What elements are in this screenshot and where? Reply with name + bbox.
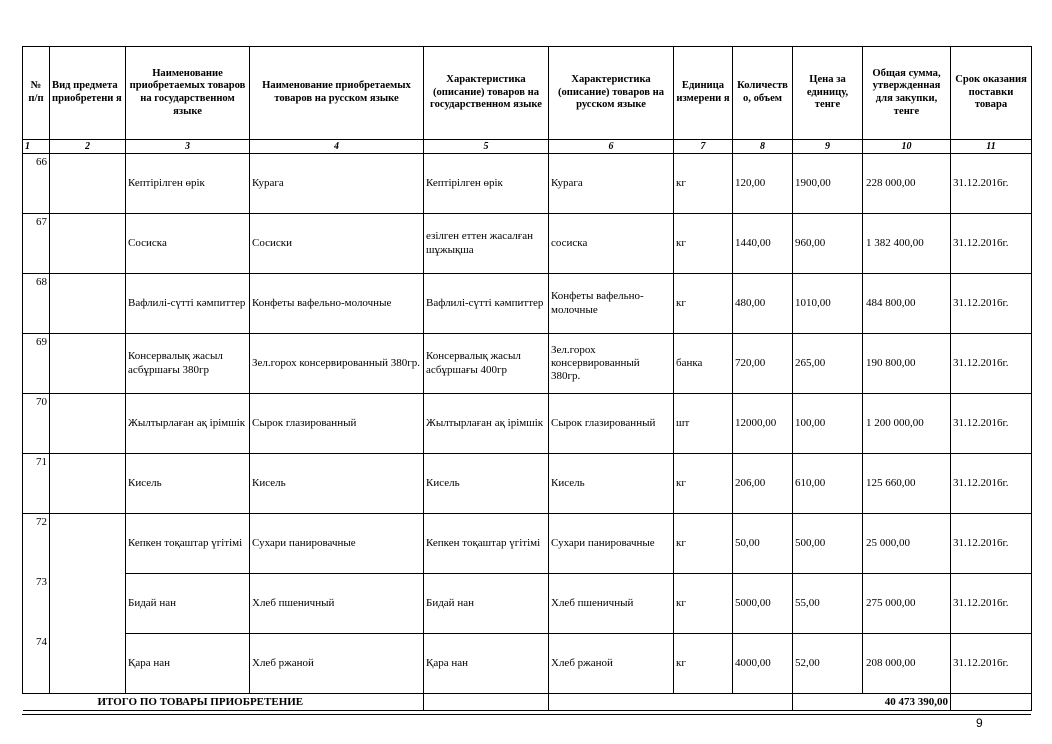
name-ru: Сосиски	[250, 214, 424, 274]
description-ru: Конфеты вафельно-молочные	[549, 274, 674, 334]
row-number: 66	[23, 154, 50, 214]
item-type	[50, 154, 126, 214]
row-number: 71	[23, 454, 50, 514]
unit-price: 100,00	[793, 394, 863, 454]
header-cell: Наименование приобретаемых товаров на государственном языке	[126, 47, 250, 140]
table-row	[23, 274, 1032, 334]
column-number: 3	[126, 140, 250, 154]
delivery-date: 31.12.2016г.	[951, 454, 1032, 514]
header-cell: Срок оказания поставки товара	[951, 47, 1032, 140]
item-type	[50, 454, 126, 514]
column-number: 7	[674, 140, 733, 154]
total-spacer	[951, 694, 1032, 711]
header-cell: Количеств о, объем	[733, 47, 793, 140]
delivery-date: 31.12.2016г.	[951, 334, 1032, 394]
row-number: 69	[23, 334, 50, 394]
name-kz: Кепкен тоқаштар үгітімі	[126, 514, 250, 574]
column-number: 6	[549, 140, 674, 154]
name-kz: Жылтырлаған ақ ірімшік	[126, 394, 250, 454]
name-kz: Вафлилі-сүтті кәмпиттер	[126, 274, 250, 334]
quantity: 480,00	[733, 274, 793, 334]
name-kz: Кептірілген өрік	[126, 154, 250, 214]
delivery-date: 31.12.2016г.	[951, 634, 1032, 694]
name-kz: Қара нан	[126, 634, 250, 694]
unit-price: 1900,00	[793, 154, 863, 214]
delivery-date: 31.12.2016г.	[951, 574, 1032, 634]
unit: шт	[674, 394, 733, 454]
column-number: 2	[50, 140, 126, 154]
delivery-date: 31.12.2016г.	[951, 514, 1032, 574]
quantity: 720,00	[733, 334, 793, 394]
unit: кг	[674, 514, 733, 574]
description-kz: езілген еттен жасалған шұжықша	[424, 214, 549, 274]
total-value: 40 473 390,00	[793, 694, 951, 711]
description-ru: сосиска	[549, 214, 674, 274]
name-ru: Конфеты вафельно-молочные	[250, 274, 424, 334]
quantity: 5000,00	[733, 574, 793, 634]
total-sum: 1 200 000,00	[863, 394, 951, 454]
total-spacer	[424, 694, 549, 711]
unit-price: 610,00	[793, 454, 863, 514]
description-ru: Курага	[549, 154, 674, 214]
delivery-date: 31.12.2016г.	[951, 214, 1032, 274]
item-type	[50, 274, 126, 334]
header-cell: Характеристика (описание) товаров на русском языке	[549, 47, 674, 140]
quantity: 120,00	[733, 154, 793, 214]
description-kz: Кисель	[424, 454, 549, 514]
name-kz: Бидай нан	[126, 574, 250, 634]
page-number: 9	[976, 716, 983, 730]
column-number: 4	[250, 140, 424, 154]
name-ru: Кисель	[250, 454, 424, 514]
table-row	[23, 214, 1032, 274]
item-type	[50, 514, 126, 574]
unit: банка	[674, 334, 733, 394]
total-sum: 125 660,00	[863, 454, 951, 514]
description-kz: Бидай нан	[424, 574, 549, 634]
unit: кг	[674, 214, 733, 274]
item-type	[50, 334, 126, 394]
row-number: 74	[23, 634, 50, 694]
item-type	[50, 634, 126, 694]
name-ru: Сухари панировачные	[250, 514, 424, 574]
unit-price: 1010,00	[793, 274, 863, 334]
name-ru: Хлеб ржаной	[250, 634, 424, 694]
table-row	[23, 154, 1032, 214]
row-number: 73	[23, 574, 50, 634]
item-type	[50, 574, 126, 634]
column-number: 1	[23, 140, 50, 154]
unit-price: 960,00	[793, 214, 863, 274]
table-row	[23, 574, 1032, 634]
description-ru: Хлеб ржаной	[549, 634, 674, 694]
row-number: 72	[23, 514, 50, 574]
description-kz: Консервалық жасыл асбұршағы 400гр	[424, 334, 549, 394]
header-cell: Вид предмета приобретени я	[50, 47, 126, 140]
total-label: ИТОГО ПО ТОВАРЫ ПРИОБРЕТЕНИЕ	[23, 694, 424, 711]
row-number: 68	[23, 274, 50, 334]
procurement-table	[22, 46, 1032, 711]
table-row	[23, 394, 1032, 454]
unit-price: 500,00	[793, 514, 863, 574]
totals-row	[23, 694, 1032, 711]
bottom-rule	[22, 714, 1031, 715]
description-ru: Сырок глазированный	[549, 394, 674, 454]
total-sum: 25 000,00	[863, 514, 951, 574]
total-sum: 1 382 400,00	[863, 214, 951, 274]
description-ru: Кисель	[549, 454, 674, 514]
description-kz: Кептірілген өрік	[424, 154, 549, 214]
column-number: 8	[733, 140, 793, 154]
header-cell: Единица измерени я	[674, 47, 733, 140]
description-ru: Зел.горох консервированный 380гр.	[549, 334, 674, 394]
total-sum: 484 800,00	[863, 274, 951, 334]
column-number-row	[23, 140, 1032, 154]
description-kz: Жылтырлаған ақ ірімшік	[424, 394, 549, 454]
header-cell: Характеристика (описание) товаров на государственном языке	[424, 47, 549, 140]
total-sum: 228 000,00	[863, 154, 951, 214]
delivery-date: 31.12.2016г.	[951, 154, 1032, 214]
quantity: 206,00	[733, 454, 793, 514]
column-number: 9	[793, 140, 863, 154]
column-number: 11	[951, 140, 1032, 154]
column-number: 5	[424, 140, 549, 154]
table-row	[23, 634, 1032, 694]
total-sum: 190 800,00	[863, 334, 951, 394]
row-number: 67	[23, 214, 50, 274]
total-spacer	[549, 694, 793, 711]
name-kz: Кисель	[126, 454, 250, 514]
unit: кг	[674, 634, 733, 694]
name-ru: Хлеб пшеничный	[250, 574, 424, 634]
item-type	[50, 214, 126, 274]
name-ru: Сырок глазированный	[250, 394, 424, 454]
header-cell: Наименование приобретаемых товаров на русском языке	[250, 47, 424, 140]
unit-price: 52,00	[793, 634, 863, 694]
total-sum: 275 000,00	[863, 574, 951, 634]
header-cell: № п/п	[23, 47, 50, 140]
description-kz: Қара нан	[424, 634, 549, 694]
name-ru: Зел.горох консервированный 380гр.	[250, 334, 424, 394]
unit: кг	[674, 574, 733, 634]
description-kz: Кепкен тоқаштар үгітімі	[424, 514, 549, 574]
name-ru: Курага	[250, 154, 424, 214]
quantity: 12000,00	[733, 394, 793, 454]
unit-price: 265,00	[793, 334, 863, 394]
description-kz: Вафлилі-сүтті кәмпиттер	[424, 274, 549, 334]
unit-price: 55,00	[793, 574, 863, 634]
column-number: 10	[863, 140, 951, 154]
description-ru: Сухари панировачные	[549, 514, 674, 574]
table-row	[23, 454, 1032, 514]
table-row	[23, 334, 1032, 394]
header-cell: Цена за единицу, тенге	[793, 47, 863, 140]
unit: кг	[674, 274, 733, 334]
item-type	[50, 394, 126, 454]
table-row	[23, 514, 1032, 574]
total-sum: 208 000,00	[863, 634, 951, 694]
unit: кг	[674, 154, 733, 214]
quantity: 1440,00	[733, 214, 793, 274]
delivery-date: 31.12.2016г.	[951, 274, 1032, 334]
description-ru: Хлеб пшеничный	[549, 574, 674, 634]
name-kz: Сосиска	[126, 214, 250, 274]
quantity: 4000,00	[733, 634, 793, 694]
header-cell: Общая сумма, утвержденная для закупки, тенге	[863, 47, 951, 140]
unit: кг	[674, 454, 733, 514]
delivery-date: 31.12.2016г.	[951, 394, 1032, 454]
table-header-row	[23, 47, 1032, 140]
name-kz: Консервалық жасыл асбұршағы 380гр	[126, 334, 250, 394]
quantity: 50,00	[733, 514, 793, 574]
row-number: 70	[23, 394, 50, 454]
